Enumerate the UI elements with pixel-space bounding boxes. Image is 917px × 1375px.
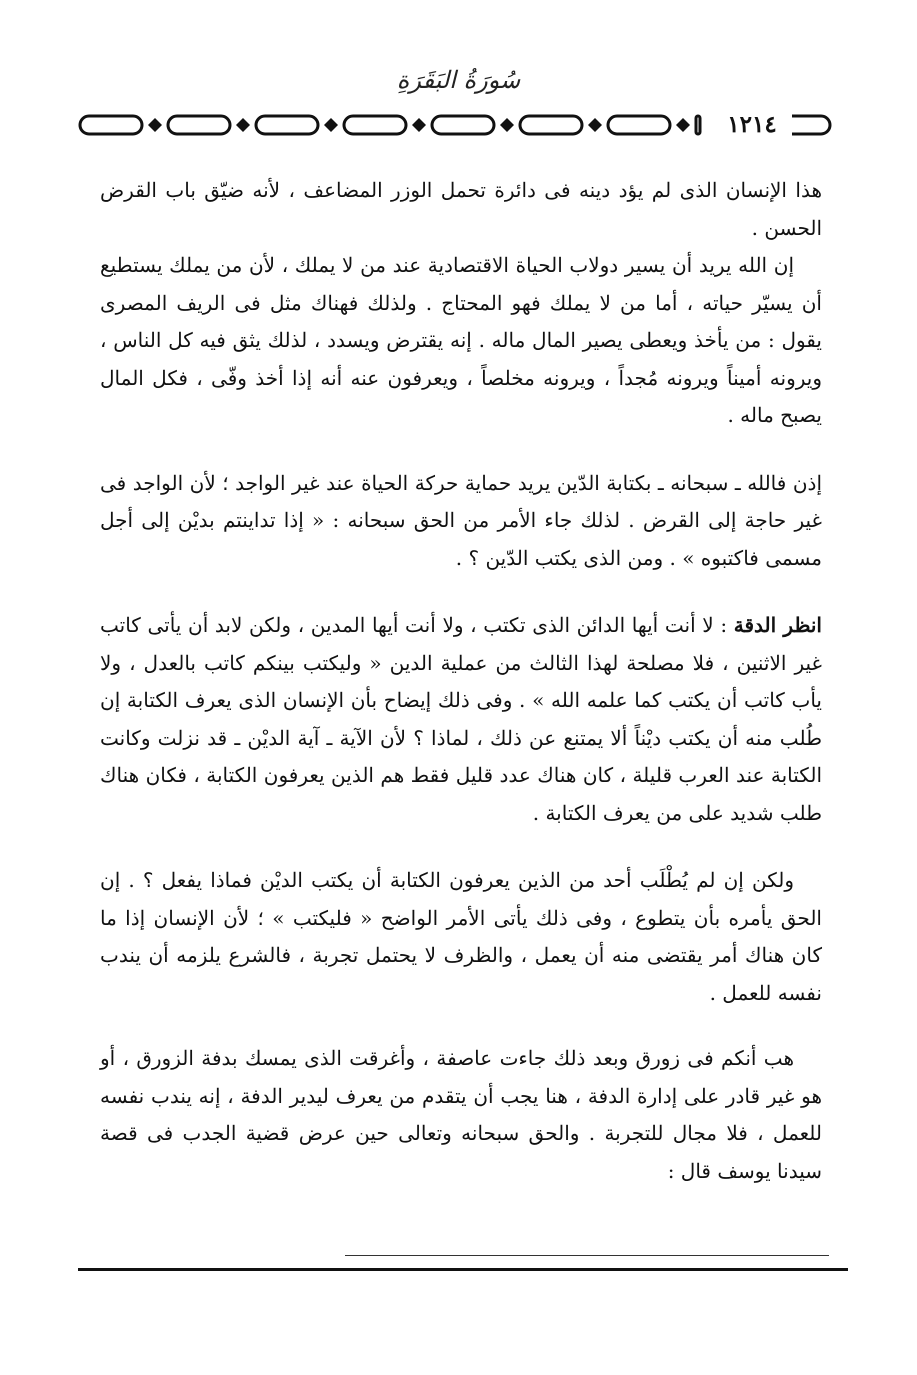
footer-rule — [78, 1268, 848, 1271]
paragraph-2: إن الله يريد أن يسير دولاب الحياة الاقتصادية عند من لا يملك ، لأن من يملك يستطيع أن يسيّر حياته ، أما من لا يملك فهو المحتاج . ولذلك فهناك مثل فى الريف المصرى يقول : من يأخذ ويعطى يصير المال ماله . إنه يقترض ويسدد ، لذلك يثق فيه كل الناس ، ويرونه أميناً ويرونه مُجداً ، ويرونه مخلصاً ، ويعرفون عنه أنه إذا أخذ وفّى ، فكل المال يصبح ماله . — [100, 253, 822, 427]
page-number: ١٢١٤ — [712, 108, 792, 142]
paragraph-6: هب أنكم فى زورق وبعد ذلك جاءت عاصفة ، وأغرقت الذى يمسك بدفة الزورق ، أو هو غير قادر على إدارة الدفة ، هنا يجب أن يتقدم من يعرف ليدير الدفة ، إنه يندب نفسه للعمل ، فلا مجال للتجربة . والحق سبحانه وتعالى حين عرض قضية الجدب فى قصة سيدنا يوسف قال : — [100, 1046, 822, 1183]
last-line-underline — [345, 1255, 829, 1256]
paragraph-4-lead: انظر الدقة — [733, 613, 822, 637]
paragraph-3: إذن فالله ـ سبحانه ـ بكتابة الدّين يريد حماية حركة الحياة عند غير الواجد ؛ لأن الواجد فى غير حاجة إلى القرض . لذلك جاء الأمر من الحق سبحانه : « إذا تداينتم بديْن إلى أجل مسمى فاكتبوه » . ومن الذى يكتب الدّين ؟ . — [100, 470, 822, 570]
surah-title: سُورَةُ البَقَرَةِ — [396, 66, 521, 94]
paragraph-4 — [100, 607, 822, 832]
main-text — [100, 172, 822, 1190]
paragraph-1: هذا الإنسان الذى لم يؤد دينه فى دائرة تحمل الوزر المضاعف ، لأنه ضيّق باب القرض الحسن . — [100, 178, 822, 240]
paragraph-5: ولكن إن لم يُطْلَب أحد من الذين يعرفون الكتابة أن يكتب الديْن فماذا يفعل ؟ . إن الحق يأمره بأن يتطوع ، وفى ذلك يأتى الأمر الواضح « فليكتب » ؛ لأن الإنسان إذا ما كان هناك أمر يقتضى منه أن يعمل ، والظرف لا يحتمل تجربة ، فالشرع يلزمه أن يندب نفسه للعمل . — [100, 868, 822, 1005]
paragraph-4-body: : لا أنت أيها الدائن الذى تكتب ، ولا أنت أيها المدين ، ولكن لابد أن يأتى كاتب غير الاثنين ، فلا مصلحة لهذا الثالث من عملية الدين « وليكتب بينكم كاتب بالعدل ، ولا يأب كاتب أن يكتب كما علمه الله » . وفى ذلك إيضاح بأن الإنسان الذى يعرف الكتابة إن طُلب منه أن يكتب ديْناً ألا يمتنع عن ذلك ، لماذا ؟ لأن الآية ـ آية الديْن ـ قد نزلت وكانت الكتابة عند العرب قليلة ، كان هناك عدد قليل فقط هم الذين يعرفون الكتابة ، فكان هناك طلب شديد على من يعرف الكتابة . — [100, 613, 822, 825]
